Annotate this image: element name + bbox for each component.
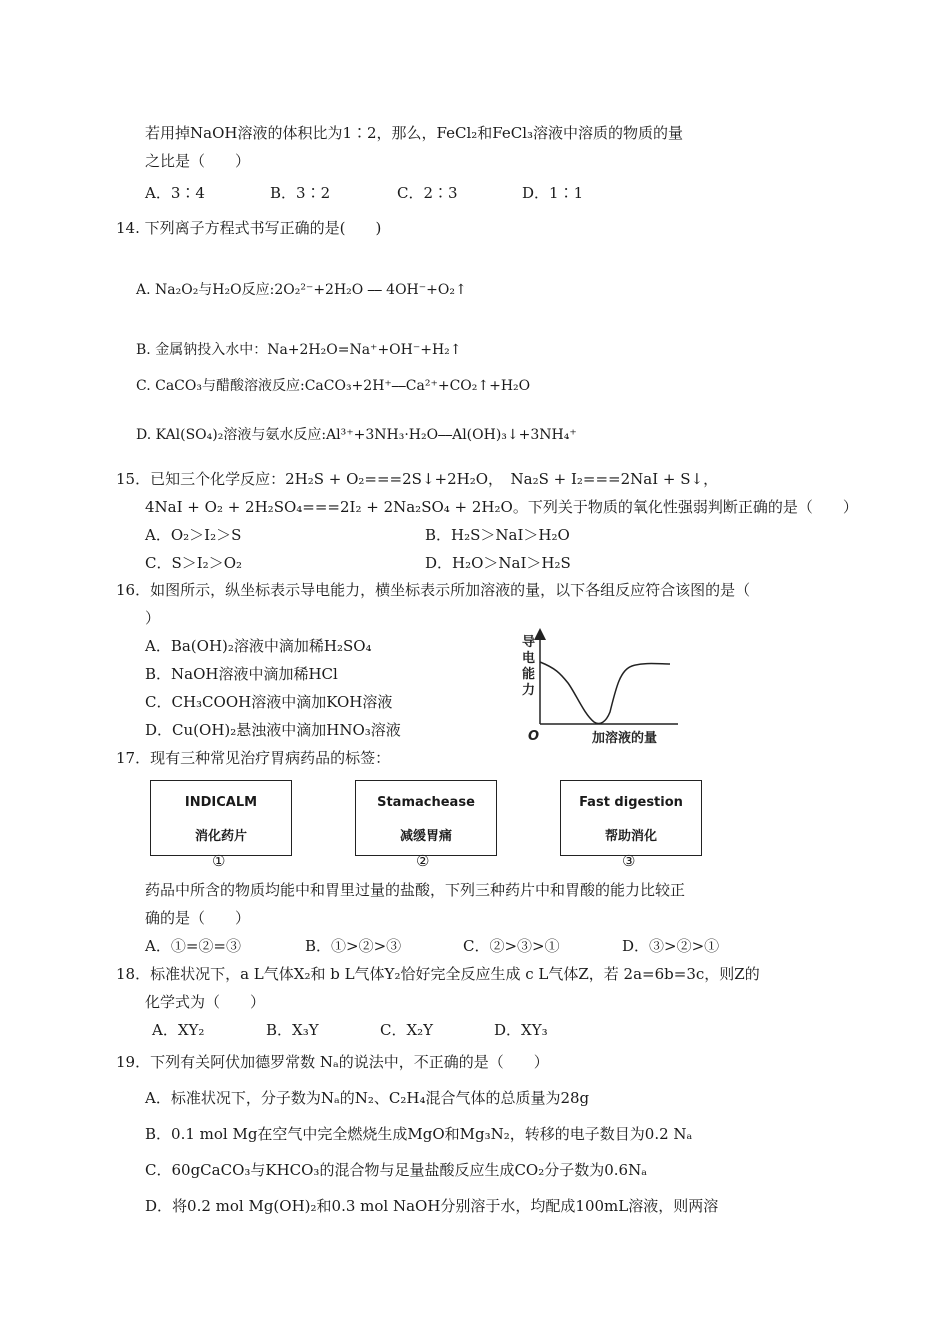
y-axis-label (522, 634, 535, 698)
q16-conductivity-graph (510, 628, 690, 748)
medicine-label-1-cn: 消化药片 (194, 829, 247, 844)
q18-option-a: A．XY₂ (152, 1021, 205, 1039)
medicine-label-1-number: ① (212, 852, 226, 870)
q17-line1: 药品中所含的物质均能中和胃里过量的盐酸，下列三种药片中和胃酸的能力比较正 (145, 881, 686, 899)
q14-option-d: D. KAl(SO₄)₂溶液与氨水反应:Al³⁺+3NH₃·H₂O⎯⎯Al(OH)₃↓+3NH₄⁺ (136, 427, 577, 443)
q16-option-b: B．NaOH溶液中滴加稀HCl (145, 665, 338, 683)
q14-option-a: A. Na₂O₂与H₂O反应:2O₂²⁻+2H₂O ⎯⎯ 4OH⁻+O₂↑ (136, 282, 467, 298)
origin-label: O (528, 729, 540, 744)
q18-option-d: D．XY₃ (494, 1021, 548, 1039)
q15-option-a: A．O₂＞I₂＞S (145, 526, 242, 544)
q15-option-d: D．H₂O＞NaI＞H₂S (425, 554, 571, 572)
q16-option-d: D．Cu(OH)₂悬浊液中滴加HNO₃溶液 (145, 721, 401, 739)
medicine-label-1 (150, 780, 292, 856)
q13-option-d: D．1∶1 (522, 184, 584, 202)
medicine-label-2-cn: 减缓胃痛 (399, 829, 452, 844)
q19-stem: 19．下列有关阿伏加德罗常数 Nₐ的说法中，不正确的是（ ） (116, 1053, 549, 1071)
q17-option-b: B．①>②>③ (305, 937, 402, 955)
q13-option-c: C．2∶3 (397, 184, 458, 202)
q14-stem: 14. 下列离子方程式书写正确的是( ) (116, 219, 382, 237)
svg-text:电: 电 (522, 651, 536, 666)
q16-option-c: C．CH₃COOH溶液中滴加KOH溶液 (145, 693, 393, 711)
medicine-label-3-number: ③ (622, 852, 636, 870)
conductivity-curve (540, 662, 670, 724)
q18-option-b: B．X₃Y (266, 1021, 319, 1039)
medicine-label-3-name: Fast digestion (579, 795, 683, 810)
q13-option-b: B．3∶2 (270, 184, 331, 202)
q19-option-a: A．标准状况下，分子数为Nₐ的N₂、C₂H₄混合气体的总质量为28g (145, 1089, 590, 1107)
q19-option-b: B．0.1 mol Mg在空气中完全燃烧生成MgO和Mg₃N₂，转移的电子数目为0.2 Nₐ (145, 1125, 693, 1143)
medicine-label-3 (560, 780, 702, 856)
medicine-label-1-name: INDICALM (184, 795, 258, 810)
svg-text:能: 能 (522, 667, 536, 682)
q17-stem: 17．现有三种常见治疗胃病药品的标签： (116, 749, 391, 767)
q16-line2: ） (145, 609, 161, 627)
medicine-label-2-number: ② (416, 852, 430, 870)
q16-line1: 16．如图所示，纵坐标表示导电能力，横坐标表示所加溶液的量，以下各组反应符合该图的是（ (116, 581, 751, 599)
q18-line2: 化学式为（ ） (145, 993, 266, 1011)
svg-text:力: 力 (522, 683, 536, 698)
q14-option-c: C. CaCO₃与醋酸溶液反应:CaCO₃+2H⁺⎯⎯Ca²⁺+CO₂↑+H₂O (136, 378, 531, 394)
svg-text:导: 导 (522, 635, 536, 650)
q17-line2: 确的是（ ） (145, 909, 251, 927)
q17-option-c: C．②>③>① (463, 937, 560, 955)
q18-option-c: C．X₂Y (380, 1021, 434, 1039)
q15-line2: 4NaI + O₂ + 2H₂SO₄===2I₂ + 2Na₂SO₄ + 2H₂O。下列关于物质的氧化性强弱判断正确的是（ ） (145, 498, 858, 516)
medicine-label-2 (355, 780, 497, 856)
q15-option-b: B．H₂S＞NaI＞H₂O (425, 526, 570, 544)
q17-option-a: A．①=②=③ (145, 937, 241, 955)
x-axis-label: 加溶液的量 (592, 731, 658, 746)
medicine-label-3-cn: 帮助消化 (604, 829, 657, 844)
q16-option-a: A．Ba(OH)₂溶液中滴加稀H₂SO₄ (145, 637, 372, 655)
q17-option-d: D．③>②>① (622, 937, 720, 955)
q18-line1: 18．标准状况下，a L气体X₂和 b L气体Y₂恰好完全反应生成 c L气体Z，若 2a=6b=3c，则Z的 (116, 965, 760, 983)
q19-option-c: C．60gCaCO₃与KHCO₃的混合物与足量盐酸反应生成CO₂分子数为0.6Nₐ (145, 1161, 648, 1179)
q14-option-b: B. 金属钠投入水中：Na+2H₂O=Na⁺+OH⁻+H₂↑ (136, 342, 462, 358)
medicine-label-2-name: Stamachease (377, 795, 475, 810)
q13-option-a: A．3∶4 (145, 184, 205, 202)
q13-line1: 若用掉NaOH溶液的体积比为1∶2，那么，FeCl₂和FeCl₃溶液中溶质的物质的量 (145, 124, 684, 142)
q15-line1: 15．已知三个化学反应：2H₂S + O₂===2S↓+2H₂O， Na₂S + I₂===2NaI + S↓， (116, 470, 719, 488)
q15-option-c: C．S＞I₂＞O₂ (145, 554, 243, 572)
q19-option-d: D．将0.2 mol Mg(OH)₂和0.3 mol NaOH分别溶于水，均配成100mL溶液，则两溶 (145, 1197, 719, 1215)
q13-line2: 之比是（ ） (145, 152, 251, 170)
